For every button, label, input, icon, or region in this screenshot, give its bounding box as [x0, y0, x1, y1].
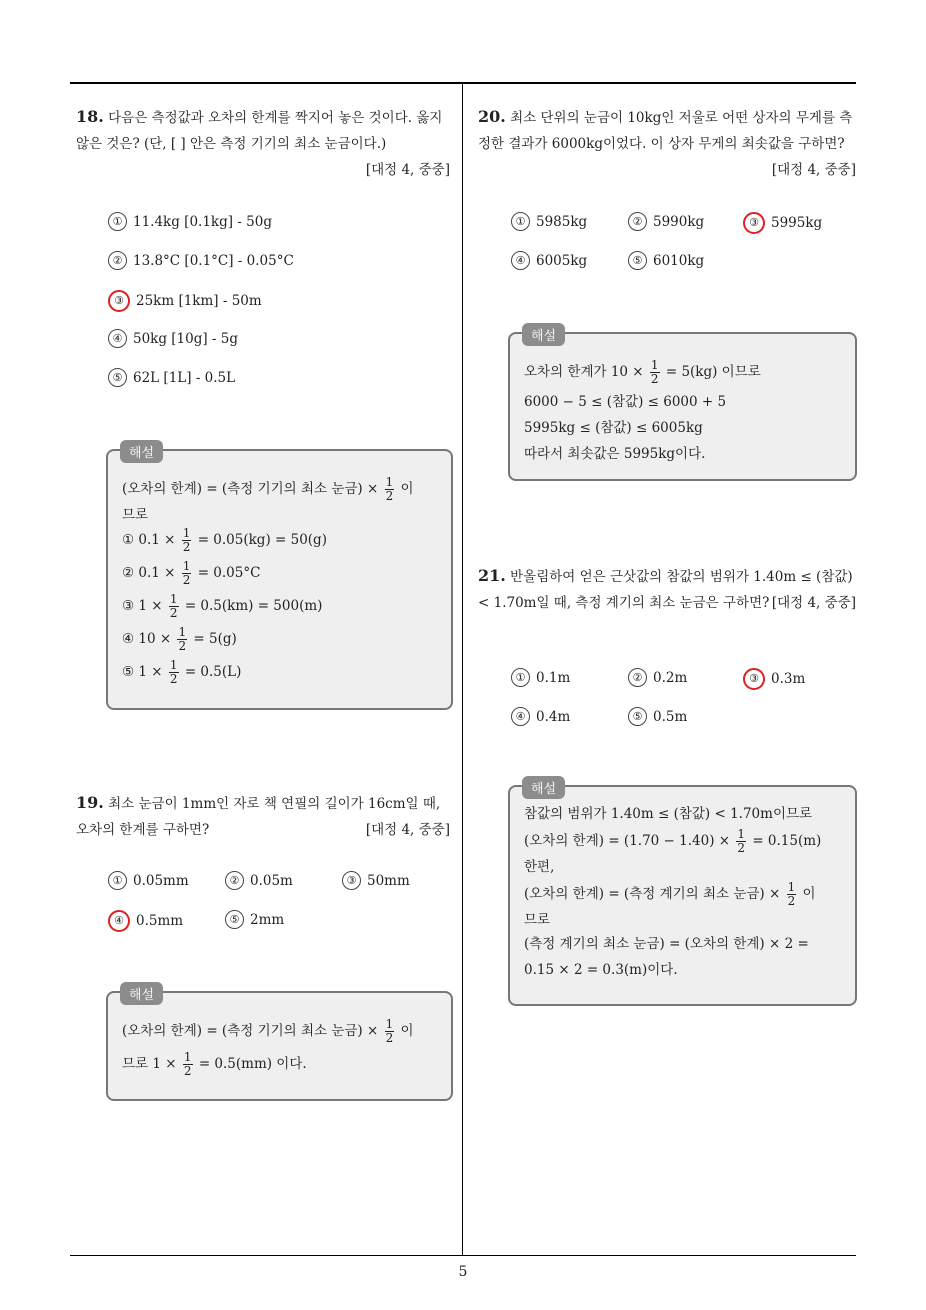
solution-text: ② 0.1 ×	[122, 565, 176, 581]
option-text: 6005kg	[536, 253, 588, 269]
solution-text: 한편,	[524, 859, 555, 875]
question-18	[76, 104, 450, 183]
option-1[interactable]	[511, 212, 587, 231]
fraction: $\frac{1}{2}$	[737, 827, 746, 855]
option-5[interactable]	[225, 910, 284, 929]
solution-text: (측정 계기의 최소 눈금) = (오차의 한계) × 2 =	[524, 936, 809, 952]
solution-text: (오차의 한계) = (측정 기기의 최소 눈금) ×	[122, 1023, 379, 1039]
question-number: 21.	[478, 566, 506, 585]
option-5[interactable]	[108, 368, 235, 387]
top-rule	[70, 82, 856, 84]
option-number: ③	[342, 871, 361, 890]
option-number: ⑤	[628, 251, 647, 270]
question-text: 반올림하여 얻은 근삿값의 참값의 범위가 1.40m ≤ (참값) < 1.70m일 때, 측정 계기의 최소 눈금은 구하면?	[478, 569, 853, 611]
question-19	[76, 790, 450, 843]
option-3-selected[interactable]	[743, 668, 805, 690]
option-2[interactable]	[628, 212, 704, 231]
fraction: $\frac{1}{2}$	[385, 1017, 394, 1045]
option-number: ④	[108, 329, 127, 348]
solution-text: = 0.05(kg) = 50(g)	[197, 532, 327, 548]
solution-text: = 5(g)	[193, 631, 237, 647]
option-4[interactable]	[511, 707, 570, 726]
option-4[interactable]	[511, 251, 587, 270]
answer-mark-icon: ③	[743, 212, 765, 234]
option-3-selected[interactable]	[108, 290, 262, 312]
solution-text: 오차의 한계가 10 ×	[524, 364, 644, 380]
option-5[interactable]	[628, 251, 704, 270]
option-2[interactable]	[225, 871, 293, 890]
solution-text: 이	[400, 481, 414, 497]
solution-text: (오차의 한계) = (측정 기기의 최소 눈금) ×	[122, 481, 379, 497]
solution-box-21	[508, 782, 857, 1006]
difficulty-tag: [대정 4, 중중]	[365, 162, 450, 178]
solution-text: 6000 − 5 ≤ (참값) ≤ 6000 + 5	[524, 394, 727, 410]
option-text: 25km [1km] - 50m	[136, 293, 262, 309]
option-text: 6010kg	[653, 253, 705, 269]
answer-mark-icon: ④	[108, 910, 130, 932]
option-text: 0.5mm	[136, 913, 184, 929]
option-5[interactable]	[628, 707, 687, 726]
bottom-rule	[70, 1255, 856, 1256]
question-text: 최소 단위의 눈금이 10kg인 저울로 어떤 상자의 무게를 측정한 결과가 6000kg이었다. 이 상자 무게의 최솟값을 구하면?	[478, 110, 853, 152]
solution-text: ⑤ 1 ×	[122, 664, 163, 680]
option-text: 62L [1L] - 0.5L	[133, 370, 236, 386]
option-number: ⑤	[108, 368, 127, 387]
option-text: 50kg [10g] - 5g	[133, 331, 239, 347]
option-number: ①	[108, 212, 127, 231]
option-2[interactable]	[628, 668, 687, 687]
option-text: 11.4kg [0.1kg] - 50g	[133, 214, 272, 230]
fraction: $\frac{1}{2}$	[182, 559, 191, 587]
column-divider	[462, 83, 463, 1256]
solution-text: = 0.15(m)	[752, 833, 822, 849]
fraction: $\frac{1}{2}$	[385, 475, 394, 503]
page-number: 5	[458, 1264, 468, 1280]
option-text: 0.2m	[653, 670, 688, 686]
question-text: 최소 눈금이 1mm인 자로 책 연필의 길이가 16cm일 때, 오차의 한계를 구하면?	[76, 796, 441, 838]
fraction: $\frac{1}{2}$	[169, 658, 178, 686]
solution-text: ③ 1 ×	[122, 598, 163, 614]
solution-box-20	[508, 329, 857, 481]
option-3-selected[interactable]	[743, 212, 822, 234]
solution-text: 따라서 최솟값은 5995kg이다.	[524, 446, 706, 462]
difficulty-tag: [대정 4, 중중]	[365, 822, 450, 838]
option-text: 2mm	[250, 912, 285, 928]
question-text: 다음은 측정값과 오차의 한계를 짝지어 놓은 것이다. 옳지 않은 것은? (단, [ ] 안은 측정 기기의 최소 눈금이다.)	[76, 110, 443, 152]
solution-text: 므로 1 ×	[122, 1056, 177, 1072]
option-2[interactable]	[108, 251, 294, 270]
solution-text: 이	[802, 886, 816, 902]
option-1[interactable]	[108, 871, 189, 890]
solution-text: = 0.5(km) = 500(m)	[184, 598, 323, 614]
option-number: ⑤	[628, 707, 647, 726]
fraction: $\frac{1}{2}$	[787, 880, 796, 908]
option-1[interactable]	[108, 212, 272, 231]
difficulty-tag: [대정 4, 중중]	[771, 595, 856, 611]
solution-text: (오차의 한계) = (1.70 − 1.40) ×	[524, 833, 731, 849]
solution-text: 므로	[122, 507, 149, 523]
option-text: 13.8°C [0.1°C] - 0.05°C	[133, 253, 294, 269]
difficulty-tag: [대정 4, 중중]	[771, 162, 856, 178]
option-number: ①	[511, 668, 530, 687]
solution-label: 해설	[522, 776, 565, 799]
option-number: ①	[511, 212, 530, 231]
solution-text: = 0.05°C	[197, 565, 261, 581]
solution-text: = 0.5(mm) 이다.	[198, 1056, 307, 1072]
question-21	[478, 563, 856, 616]
answer-mark-icon: ③	[108, 290, 130, 312]
fraction: $\frac{1}{2}$	[182, 526, 191, 554]
option-4[interactable]	[108, 329, 238, 348]
solution-text: 0.15 × 2 = 0.3(m)이다.	[524, 962, 678, 978]
fraction: $\frac{1}{2}$	[650, 358, 659, 386]
option-number: ①	[108, 871, 127, 890]
fraction: $\frac{1}{2}$	[183, 1050, 192, 1078]
option-number: ④	[511, 707, 530, 726]
option-number: ⑤	[225, 910, 244, 929]
option-4-selected[interactable]	[108, 910, 183, 932]
option-text: 0.05mm	[133, 873, 189, 889]
option-number: ②	[628, 668, 647, 687]
solution-text: = 5(kg) 이므로	[665, 364, 761, 380]
option-text: 5995kg	[771, 215, 823, 231]
fraction: $\frac{1}{2}$	[169, 592, 178, 620]
option-text: 5990kg	[653, 214, 705, 230]
fraction: $\frac{1}{2}$	[178, 625, 187, 653]
option-text: 0.4m	[536, 709, 571, 725]
solution-box-19	[106, 988, 453, 1101]
answer-mark-icon: ③	[743, 668, 765, 690]
question-number: 18.	[76, 107, 104, 126]
solution-text: = 0.5(L)	[184, 664, 242, 680]
solution-text: 참값의 범위가 1.40m ≤ (참값) < 1.70m이므로	[524, 806, 813, 822]
option-3[interactable]	[342, 871, 410, 890]
option-number: ②	[225, 871, 244, 890]
solution-text: (오차의 한계) = (측정 계기의 최소 눈금) ×	[524, 886, 781, 902]
option-text: 5985kg	[536, 214, 588, 230]
option-text: 0.5m	[653, 709, 688, 725]
solution-label: 해설	[522, 323, 565, 346]
option-number: ②	[628, 212, 647, 231]
solution-text: 므로	[524, 912, 551, 928]
solution-label: 해설	[120, 440, 163, 463]
solution-box-18	[106, 446, 453, 710]
option-text: 0.3m	[771, 671, 806, 687]
option-1[interactable]	[511, 668, 570, 687]
solution-text: 이	[400, 1023, 414, 1039]
question-20	[478, 104, 856, 183]
question-number: 20.	[478, 107, 506, 126]
option-text: 50mm	[367, 873, 410, 889]
question-number: 19.	[76, 793, 104, 812]
option-number: ④	[511, 251, 530, 270]
option-text: 0.05m	[250, 873, 293, 889]
solution-text: ① 0.1 ×	[122, 532, 176, 548]
option-text: 0.1m	[536, 670, 571, 686]
solution-label: 해설	[120, 982, 163, 1005]
solution-text: ④ 10 ×	[122, 631, 172, 647]
solution-text: 5995kg ≤ (참값) ≤ 6005kg	[524, 420, 703, 436]
option-number: ②	[108, 251, 127, 270]
